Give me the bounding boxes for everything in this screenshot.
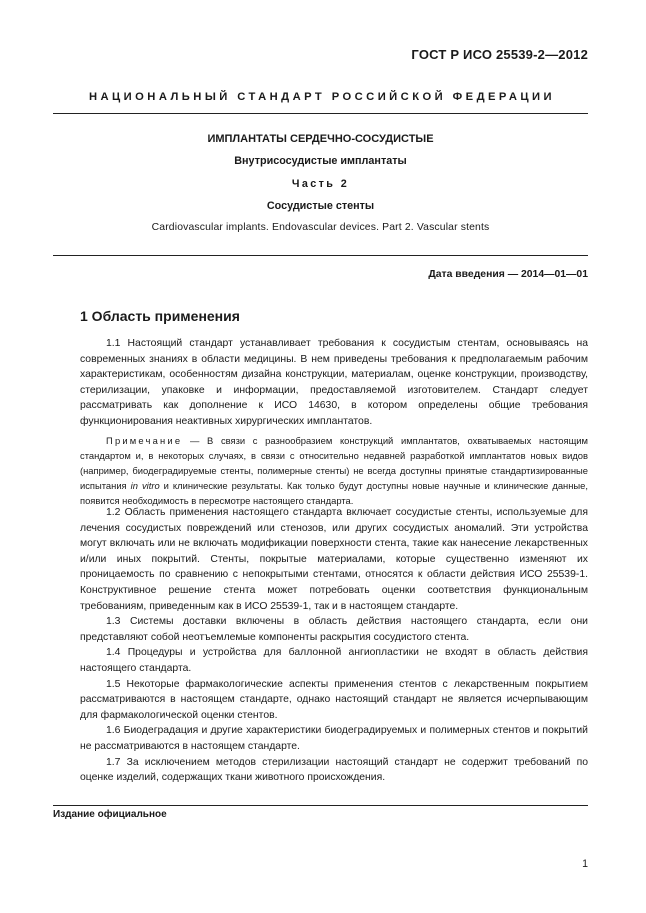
note-label: Примечание xyxy=(106,435,183,446)
scope-text-block-2 xyxy=(80,505,588,786)
standard-title: ИМПЛАНТАТЫ СЕРДЕЧНО-СОСУДИСТЫЕ xyxy=(207,133,434,145)
note-italic-term: in vitro xyxy=(130,480,160,492)
paragraph-1-4: 1.4 Процедуры и устройства для баллонной ангиопластики не входят в область действия настоящего стандарта. xyxy=(80,647,588,674)
scope-text-block-1 xyxy=(80,336,588,430)
note-text-part-a: — В связи с разнообразием конструкций имплантатов, охватываемых настоящим стандартом и, в некоторых случаях, в связи с относительно недавней разработкой имплантатов новых видов (например, биодеградируемые стенты, полимерные стенты) не всегда доступны принятые стандартизированные испытания xyxy=(80,435,588,492)
middle-divider xyxy=(53,255,588,256)
english-title: Cardiovascular implants. Endovascular devices. Part 2. Vascular stents xyxy=(151,222,490,233)
paragraph-1-1: 1.1 Настоящий стандарт устанавливает требования к сосудистым стентам, основываясь на современных знаниях в области медицины. В нем приведены требования к предполагаемым рабочим характеристикам, особенностям дизайна конструкции, материалам, оценке конструкции, производству, стерилизации, упаковке и информации, предоставляемой изготовителем. Стандарт следует рассматривать как дополнение к ИСО 14630, в котором определены общие требования функционирования неактивных хирургических имплантатов. xyxy=(80,338,588,427)
note-block xyxy=(80,433,588,508)
official-edition-label: Издание официальное xyxy=(53,809,167,820)
standard-subtitle: Внутрисосудистые имплантаты xyxy=(234,155,407,167)
note-text-part-b: и клинические результаты. Как только будут доступны новые научные и клинические данные, появится необходимость в пересмотре настоящего стандарта. xyxy=(80,480,588,507)
page-number: 1 xyxy=(582,858,588,870)
note-paragraph xyxy=(80,433,588,508)
bottom-divider xyxy=(53,805,588,806)
paragraph-1-6: 1.6 Биодеградация и другие характеристики биодеградируемых и полимерных стентов и покрытий не рассматриваются в настоящем стандарте. xyxy=(80,725,588,752)
paragraph-1-3: 1.3 Системы доставки включены в область действия настоящего стандарта, если они представляют собой неотъемлемые компоненты раскрытия сосудистого стента. xyxy=(80,616,588,643)
introduction-date: Дата введения — 2014—01—01 xyxy=(428,269,588,280)
part-label: Часть 2 xyxy=(291,178,350,190)
paragraph-1-5: 1.5 Некоторые фармакологические аспекты применения стентов с лекарственным покрытием рассматриваются в настоящем стандарте, однако настоящий стандарт не является исчерпывающим для фармакологической оценки стентов. xyxy=(80,678,588,721)
national-standard-banner: НАЦИОНАЛЬНЫЙ СТАНДАРТ РОССИЙСКОЙ ФЕДЕРАЦИИ xyxy=(88,91,555,103)
part-title: Сосудистые стенты xyxy=(266,200,375,212)
document-number: ГОСТ Р ИСО 25539-2—2012 xyxy=(411,47,588,62)
paragraph-1-7: 1.7 За исключением методов стерилизации настоящий стандарт не содержит требований по оценке изделий, содержащих ткани животного происхождения. xyxy=(80,756,588,784)
top-divider xyxy=(53,113,588,114)
paragraph-1-2: 1.2 Область применения настоящего стандарта включает сосудистые стенты, используемые для лечения сосудистых повреждений или стенозов, или других сосудистых аномалий. Эти устройства могут включать или не включать модификации поверхности стента, такие как нанесение лекарственных и/или иных покрытий. Стенты, покрытые материалами, которые существенно изменяют их проницаемость по сравнению с непокрытыми стентами, относятся к области действия ИСО 25539-1. Конструктивное решение стента может потребовать оценки соответствия функциональным требованиям, приведенным как в ИСО 25539-1, так и в настоящем стандарте. xyxy=(80,507,588,612)
section-heading: 1 Область применения xyxy=(80,308,240,324)
